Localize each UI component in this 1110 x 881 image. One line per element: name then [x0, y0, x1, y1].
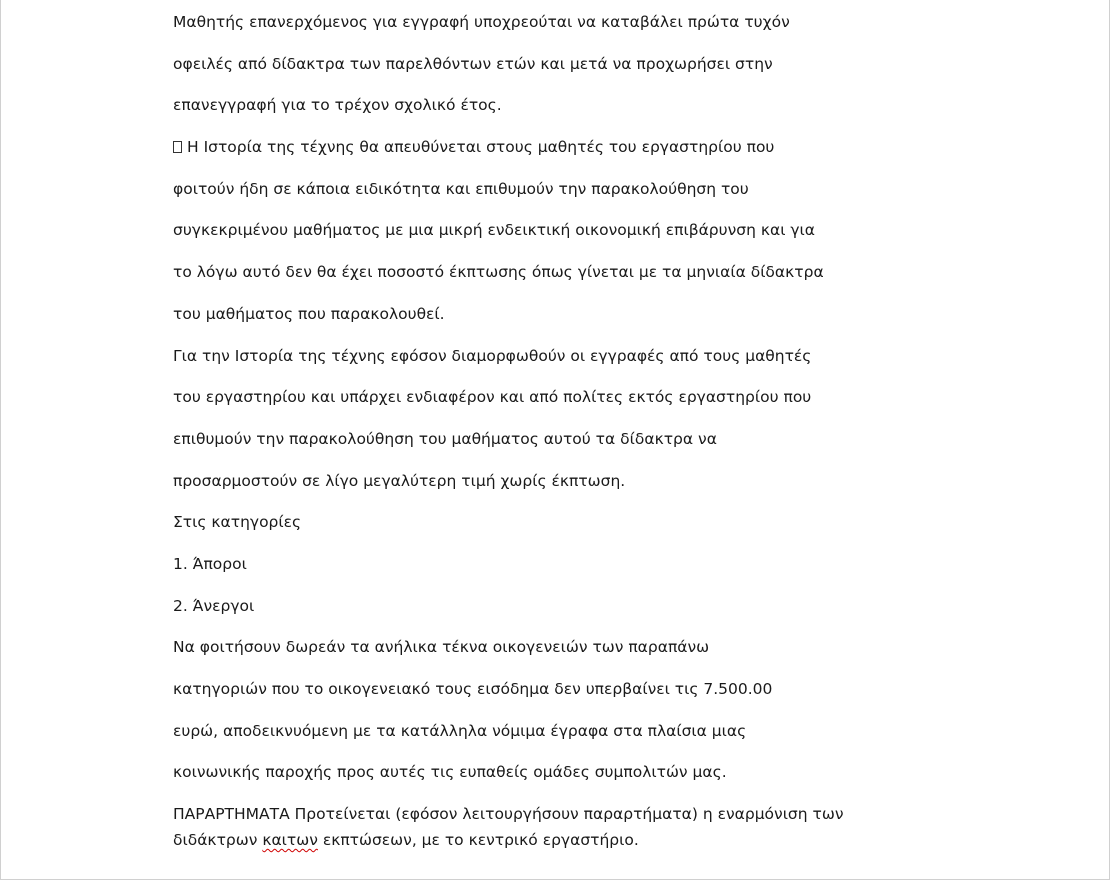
- spellcheck-error-word[interactable]: καιτων: [262, 831, 318, 850]
- document-body[interactable]: [173, 7, 1073, 867]
- text-line: κοινωνικής παροχής προς αυτές τις ευπαθείς ομάδες συμπολιτών μας.: [173, 763, 727, 782]
- text-line: Για την Ιστορία της τέχνης εφόσον διαμορφωθούν οι εγγραφές από τους μαθητές: [173, 346, 812, 365]
- text-line: Μαθητής επανερχόμενος για εγγραφή υποχρεούται να καταβάλει πρώτα τυχόν: [173, 13, 790, 31]
- text-segment: εκπτώσεων, με το κεντρικό εργαστήριο.: [317, 831, 639, 850]
- text-line: επανεγγραφή για το τρέχον σχολικό έτος.: [173, 96, 502, 115]
- text-line: προσαρμοστούν σε λίγο μεγαλύτερη τιμή χωρίς έκπτωση.: [173, 471, 626, 490]
- list-item: 1. Άποροι: [173, 554, 247, 573]
- text-line: επιθυμούν την παρακολούθηση του μαθήματος αυτού τα δίδακτρα να: [173, 429, 717, 448]
- text-line: του μαθήματος που παρακολουθεί.: [173, 304, 445, 323]
- text-line: [173, 132, 1073, 174]
- text-line: φοιτούν ήδη σε κάποια ειδικότητα και επιθυμούν την παρακολούθηση του: [173, 179, 749, 198]
- text-line: το λόγω αυτό δεν θα έχει ποσοστό έκπτωσης όπως γίνεται με τα μηνιαία δίδακτρα: [173, 263, 824, 282]
- text-line-content: Η Ιστορία της τέχνης θα απευθύνεται στους μαθητές του εργαστηρίου που: [187, 138, 775, 157]
- text-line: ΠΑΡΑΡΤΗΜΑΤΑ Προτείνεται (εφόσον λειτουργήσουν παραρτήματα) η εναρμόνιση των: [173, 805, 844, 824]
- missing-glyph-icon: [173, 141, 182, 153]
- text-line: κατηγοριών που το οικογενειακό τους εισόδημα δεν υπερβαίνει τις 7.500.00: [173, 680, 773, 698]
- text-segment: διδάκτρων: [173, 831, 263, 850]
- text-line: του εργαστηρίου και υπάρχει ενδιαφέρον και από πολίτες εκτός εργαστηρίου που: [173, 388, 812, 407]
- text-line: Στις κατηγορίες: [173, 513, 302, 532]
- text-line: συγκεκριμένου μαθήματος με μια μικρή ενδεικτική οικονομική επιβάρυνση και για: [173, 221, 816, 240]
- text-line: οφειλές από δίδακτρα των παρελθόντων ετών και μετά να προχωρήσει στην: [173, 54, 773, 73]
- text-line: [173, 825, 1073, 867]
- text-line: Να φοιτήσουν δωρεάν τα ανήλικα τέκνα οικογενειών των παραπάνω: [173, 638, 710, 657]
- list-item: 2. Άνεργοι: [173, 596, 255, 615]
- text-line: ευρώ, αποδεικνυόμενη με τα κατάλληλα νόμιμα έγραφα στα πλαίσια μιας: [173, 721, 747, 740]
